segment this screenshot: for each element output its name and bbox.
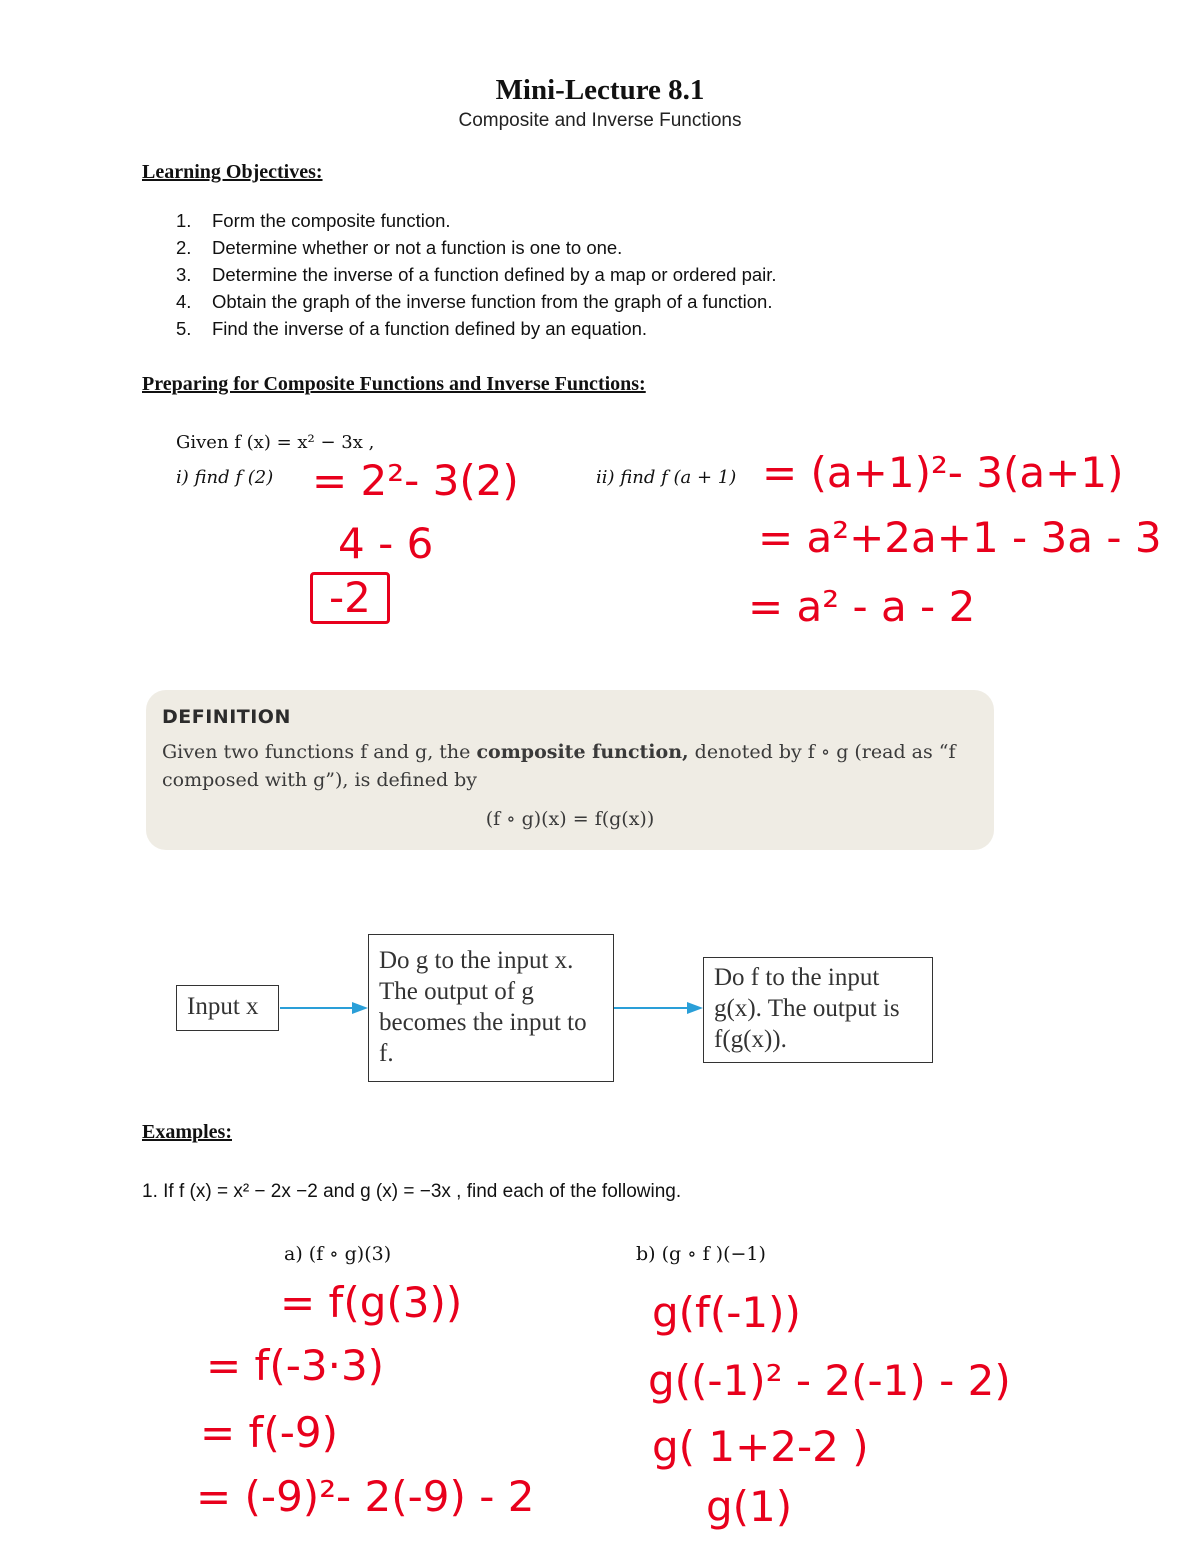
input-box: Input x: [176, 985, 279, 1031]
handwritten-step: = 2²- 3(2): [312, 456, 519, 505]
handwritten-step: = a²+2a+1 - 3a - 3: [758, 513, 1162, 562]
examples-heading: Examples:: [142, 1121, 232, 1143]
handwritten-step: g( 1+2-2 ): [652, 1422, 869, 1471]
part-i-label: i) find f (2): [176, 467, 274, 488]
handwritten-step: = f(-9): [200, 1408, 338, 1457]
handwritten-step: = f(g(3)): [280, 1278, 463, 1327]
given-function: Given f (x) = x² − 3x ,: [176, 432, 375, 453]
handwritten-step: = a² - a - 2: [748, 582, 976, 631]
part-a-label: a) (f ∘ g)(3): [284, 1243, 392, 1265]
list-item: 5. Find the inverse of a function defined by an equation.: [176, 318, 648, 339]
list-item: 1. Form the composite function.: [176, 210, 451, 231]
part-b-label: b) (g ∘ f )(−1): [636, 1243, 766, 1265]
list-item: 4. Obtain the graph of the inverse function from the graph of a function.: [176, 291, 773, 312]
handwritten-step: = (a+1)²- 3(a+1): [762, 448, 1124, 497]
definition-text: Given two functions f and g, the composite function, denoted by f ∘ g (read as “f composed with g”), is defined by: [162, 741, 956, 791]
do-g-box: Do g to the input x. The output of g becomes the input to f.: [368, 934, 614, 1082]
list-item: 3. Determine the inverse of a function defined by a map or ordered pair.: [176, 264, 777, 285]
page-title: Mini-Lecture 8.1: [495, 74, 705, 106]
do-f-box: Do f to the input g(x). The output is f(g(x)).: [703, 957, 933, 1063]
preparing-heading: Preparing for Composite Functions and Inverse Functions:: [142, 373, 646, 395]
arrow-head: [352, 1002, 368, 1014]
definition-label: DEFINITION: [162, 706, 291, 728]
example-question: 1. If f (x) = x² − 2x −2 and g (x) = −3x , find each of the following.: [142, 1181, 682, 1202]
handwritten-step: 4 - 6: [338, 519, 434, 568]
definition-formula: (f ∘ g)(x) = f(g(x)): [485, 808, 655, 830]
handwritten-answer-box: -2: [310, 572, 390, 624]
handwritten-step: g(1): [706, 1482, 793, 1531]
objectives-heading: Learning Objectives:: [142, 161, 323, 183]
page-subtitle: Composite and Inverse Functions: [458, 110, 742, 131]
handwritten-step: g(f(-1)): [652, 1288, 801, 1337]
handwritten-step: = f(-3·3): [206, 1341, 385, 1390]
part-ii-label: ii) find f (a + 1): [596, 467, 737, 488]
list-item: 2. Determine whether or not a function is one to one.: [176, 237, 623, 258]
handwritten-step: = (-9)²- 2(-9) - 2: [196, 1472, 535, 1521]
handwritten-step: g((-1)² - 2(-1) - 2): [648, 1356, 1011, 1405]
arrow-head: [687, 1002, 703, 1014]
